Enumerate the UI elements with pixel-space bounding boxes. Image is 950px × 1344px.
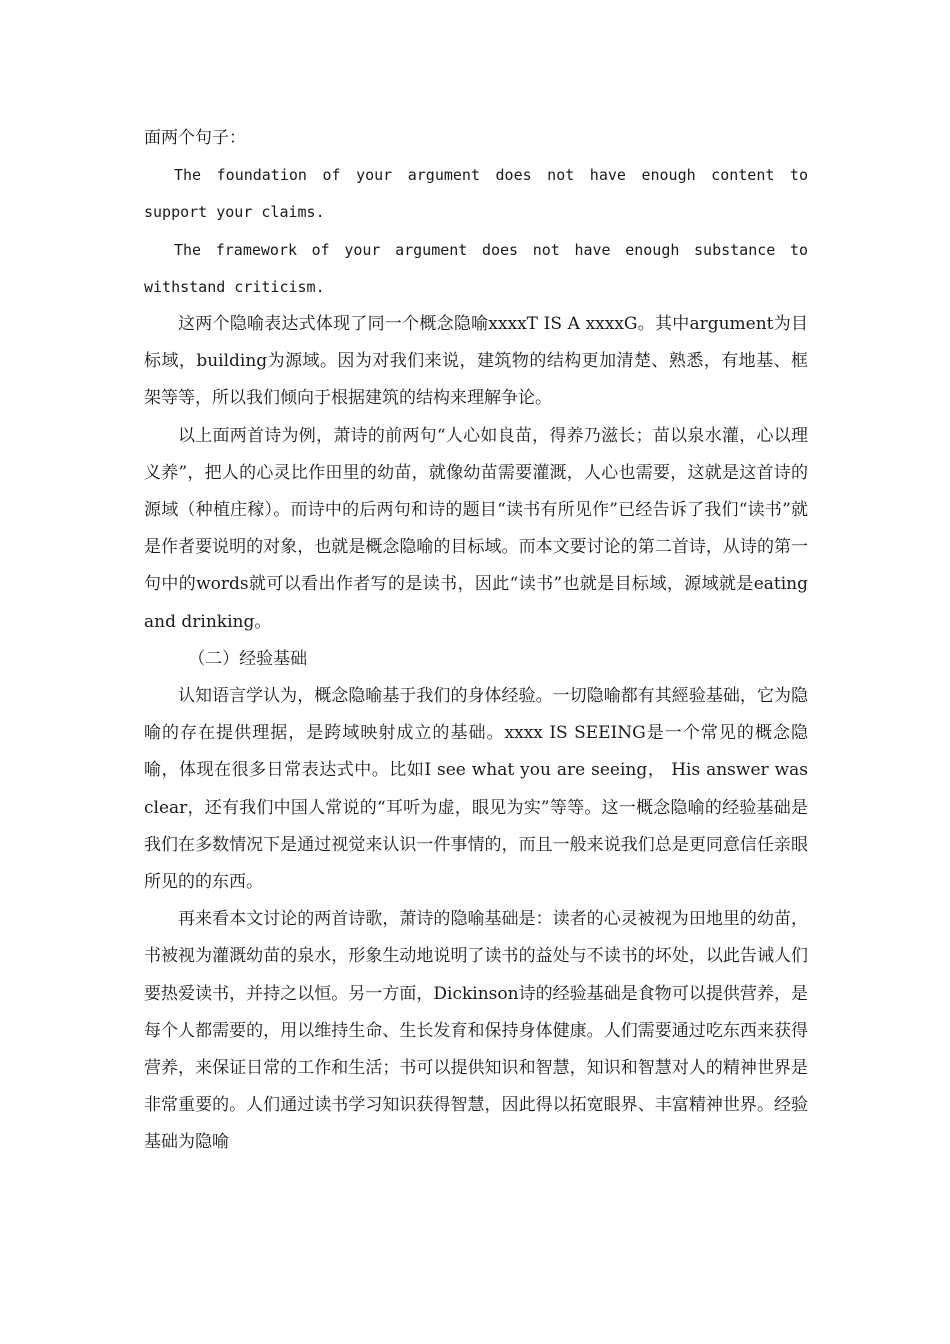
paragraph-metaphor-explanation: 这两个隐喻表达式体现了同一个概念隐喻xxxxT IS A xxxxG。其中argument为目标域，building为源域。因为对我们来说，建筑物的结构更加清楚、熟悉，有地基、框架等等，所以我们倾向于根据建筑的结构来理解争论。 [144, 314, 808, 409]
paragraph-intro: 面两个句子： [144, 128, 246, 148]
paragraph-cognitive-linguistics: 认知语言学认为，概念隐喻基于我们的身体经验。一切隐喻都有其經验基础，它为隐喻的存在提供理据，是跨域映射成立的基础。xxxx IS SEEING是一个常见的概念隐喻，体现在很多日常表达式中。比如I see what you are seeing， His answer was clear，还有我们中国人常说的“耳听为虚，眼见为实”等等。这一概念隐喻的经验基础是我们在多数情况下是通过视觉来认识一件事情的，而且一般来说我们总是更同意信任亲眼所见的的东西。 [144, 686, 808, 893]
paragraph-example-framework: The framework of your argument does not have enough substance to withstand criticism. [144, 240, 808, 296]
body-text [144, 120, 808, 1162]
paragraph-poem-analysis: 以上面两首诗为例，萧诗的前两句“人心如良苗，得养乃滋长；苗以泉水灌，心以理义养”，把人的心灵比作田里的幼苗，就像幼苗需要灌溉，人心也需要，这就是这首诗的源域（种植庄稼）。而诗中的后两句和诗的题目“读书有所见作”已经告诉了我们“读书”就是作者要说明的对象，也就是概念隐喻的目标域。而本文要讨论的第二首诗，从诗的第一句中的words就可以看出作者写的是读书，因此“读书”也就是目标域，源域就是eating and drinking。 [144, 425, 808, 632]
paragraph-two-poems: 再来看本文讨论的两首诗歌，萧诗的隐喻基础是：读者的心灵被视为田地里的幼苗，书被视为灌溉幼苗的泉水，形象生动地说明了读书的益处与不读书的坏处，以此告诫人们要热爱读书，并持之以恒。另一方面，Dickinson诗的经验基础是食物可以提供营养，是每个人都需要的，用以维持生命、生长发育和保持身体健康。人们需要通过吃东西来获得营养，来保证日常的工作和生活；书可以提供知识和智慧，知识和智慧对人的精神世界是非常重要的。人们通过读书学习知识获得智慧，因此得以拓宽眼界、丰富精神世界。经验基础为隐喻 [144, 909, 808, 1153]
section-heading-experiential-basis: （二）经验基础 [188, 648, 308, 669]
paragraph-example-foundation: The foundation of your argument does not have enough content to support your claims. [144, 166, 808, 222]
